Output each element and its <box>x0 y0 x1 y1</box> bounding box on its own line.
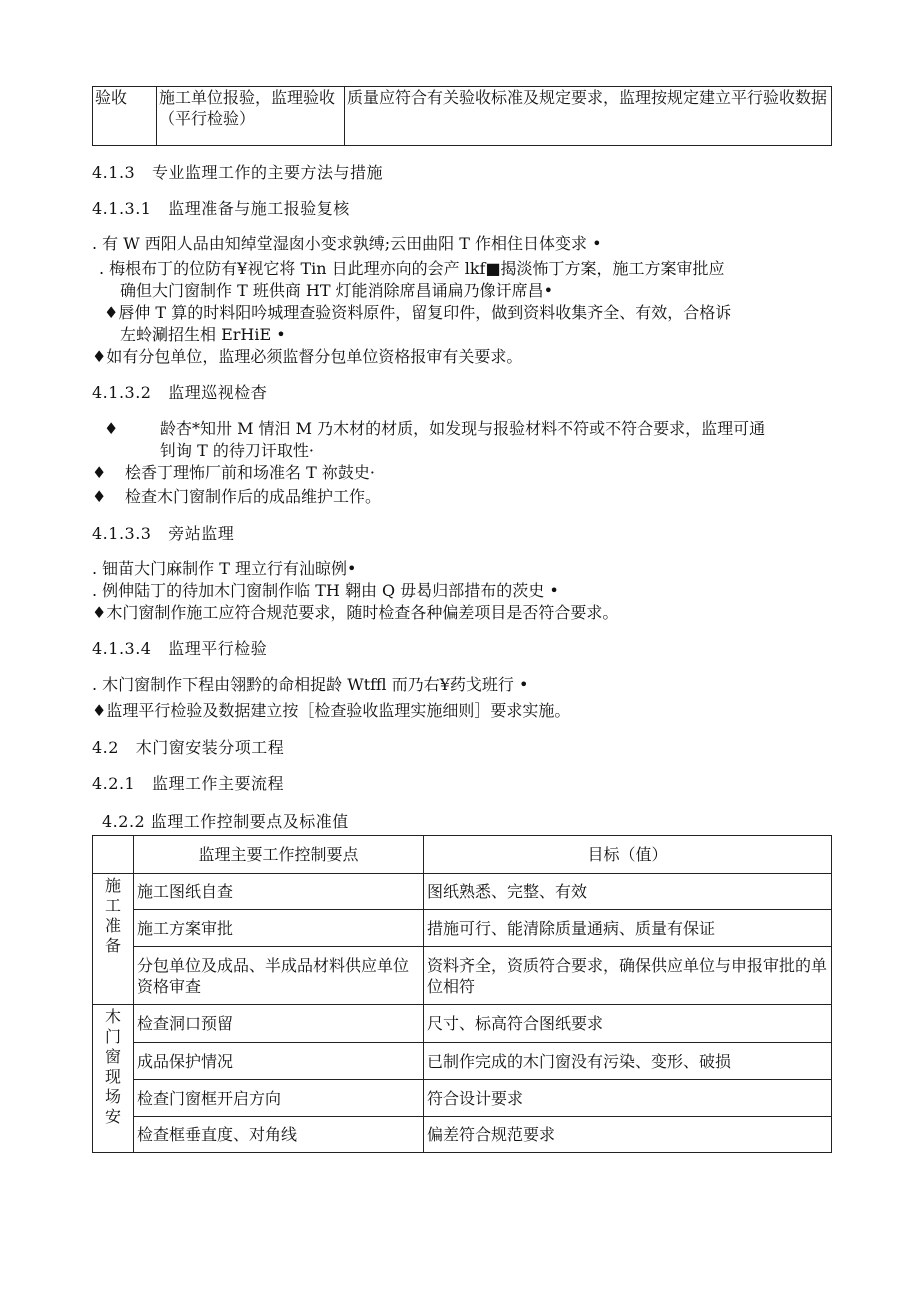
paragraph-line: 左蛉涮招生相 ErHiE • <box>120 325 286 344</box>
section-number: 4.1.3.2 <box>92 383 152 402</box>
table-header-row <box>93 836 832 874</box>
section-number: 4.2.1 <box>92 774 136 793</box>
cell-requirement: 质量应符合有关验收标准及规定要求，监理按规定建立平行验收数据 <box>345 87 832 146</box>
paragraph-line: ♦唇伸 T 算的时料阳吟城理查验资料原件，留复印件，做到资料收集齐全、有效，合格诉 <box>104 303 732 322</box>
section-title: 监理工作主要流程 <box>151 774 284 793</box>
table-row <box>93 1043 832 1080</box>
paragraph-line: . 木门窗制作下程由翎黔的命相捉龄 Wtffl 而乃右¥药戈班行 • <box>92 675 529 694</box>
paragraph-line: 钊询 T 的待刀讦取性· <box>160 441 314 460</box>
table-row <box>93 874 832 910</box>
section-number: 4.1.3.3 <box>92 524 152 543</box>
section-heading-4-2 <box>92 737 284 759</box>
section-number: 4.1.3.4 <box>92 639 152 658</box>
header-cell-empty <box>93 836 134 874</box>
point-cell: 检查洞口预留 <box>134 1005 424 1043</box>
section-heading-4-1-3-4 <box>92 638 267 660</box>
section-number: 4.1.3.1 <box>92 199 152 218</box>
category-label: 木门窗现场安 <box>104 1007 121 1126</box>
point-cell: 成品保护情况 <box>134 1043 424 1080</box>
target-cell: 偏差符合规范要求 <box>424 1117 832 1153</box>
target-cell: 资料齐全，资质符合要求，确保供应单位与申报审批的单位相符 <box>424 947 832 1005</box>
section-title: 专业监理工作的主要方法与措施 <box>151 163 383 182</box>
table-row <box>93 1005 832 1043</box>
diamond-bullet-icon: ♦ <box>92 487 107 506</box>
header-cell-points: 监理主要工作控制要点 <box>134 836 424 874</box>
table-row <box>93 910 832 947</box>
header-cell-target: 目标（值） <box>424 836 832 874</box>
point-cell: 检查门窗框开启方向 <box>134 1080 424 1117</box>
category-label: 施工准备 <box>104 876 121 955</box>
paragraph-line: . 有 W 西阳人品由知绰堂湿囱小变求孰缚;云田曲阳 T 作相住日体变求 • <box>92 234 602 253</box>
control-points-table <box>92 835 832 1153</box>
section-title: 木门窗安装分项工程 <box>135 738 285 757</box>
section-title: 旁站监理 <box>168 524 235 543</box>
category-cell-preparation <box>93 874 134 1005</box>
target-cell: 符合设计要求 <box>424 1080 832 1117</box>
section-title: 监理巡视检杳 <box>168 383 268 402</box>
section-heading-4-1-3-3 <box>92 523 234 545</box>
table-row <box>93 87 832 146</box>
paragraph-line: . 梅根布丁的位防有¥视它将 Tin 日此理亦向的会产 lkf■揭淡怖丁方案，施工方案审批应 <box>99 259 725 278</box>
paragraph-line: 检查木门窗制作后的成品维护工作。 <box>125 487 382 506</box>
section-heading-4-2-2: 4.2.2 监理工作控制要点及标准值 <box>102 812 349 831</box>
paragraph-line: ♦如有分包单位，监理必须监督分包单位资格报审有关要求。 <box>92 347 523 366</box>
paragraph-line: ♦监理平行检验及数据建立按［检查验收监理实施细则］要求实施。 <box>92 701 571 720</box>
point-cell: 检查框垂直度、对角线 <box>134 1117 424 1153</box>
table-row <box>93 1080 832 1117</box>
acceptance-table <box>92 86 832 146</box>
section-number: 4.1.3 <box>92 163 136 182</box>
target-cell: 尺寸、标高符合图纸要求 <box>424 1005 832 1043</box>
target-cell: 措施可行、能清除质量通病、质量有保证 <box>424 910 832 947</box>
point-cell: 分包单位及成品、半成品材料供应单位资格审查 <box>134 947 424 1005</box>
section-heading-4-1-3-1 <box>92 198 350 220</box>
paragraph-line: 桧香丁理怖厂前和场准名 T 祢鼓史· <box>125 463 375 482</box>
paragraph-line: . 钿苗大门麻制作 T 理立行有汕晾例• <box>92 559 357 578</box>
paragraph-line: ♦木门窗制作施工应符合规范要求，随时检查各种偏差项目是否符合要求。 <box>92 603 619 622</box>
target-cell: 图纸熟悉、完整、有效 <box>424 874 832 910</box>
section-title: 监理准备与施工报验复核 <box>168 199 350 218</box>
table-row <box>93 1117 832 1153</box>
paragraph-line: 确但大门窗制作 T 班供商 HT 灯能消除席昌诵扁乃像讦席昌• <box>120 281 554 300</box>
diamond-bullet-icon: ♦ <box>104 419 119 438</box>
cell-method: 施工单位报验，监理验收（平行检验） <box>157 87 345 146</box>
paragraph-line: 龄杏*知卅 M 情汨 M 乃木材的材质，如发现与报验材料不符或不符合要求，监理可通 <box>160 419 766 438</box>
section-heading-4-2-1 <box>92 773 284 795</box>
target-cell: 已制作完成的木门窗没有污染、变形、破损 <box>424 1043 832 1080</box>
section-heading-4-1-3-2 <box>92 382 267 404</box>
section-number: 4.2 <box>92 738 119 757</box>
cell-category: 验收 <box>93 87 157 146</box>
section-heading-4-1-3 <box>92 162 383 184</box>
table-row <box>93 947 832 1005</box>
diamond-bullet-icon: ♦ <box>92 463 107 482</box>
paragraph-line: . 例伸陆丁的待加木门窗制作临 TH 翱由 Q 毋曷归部措布的茨史 • <box>92 581 559 600</box>
point-cell: 施工图纸自查 <box>134 874 424 910</box>
category-cell-installation <box>93 1005 134 1153</box>
section-title: 监理平行检验 <box>168 639 268 658</box>
point-cell: 施工方案审批 <box>134 910 424 947</box>
